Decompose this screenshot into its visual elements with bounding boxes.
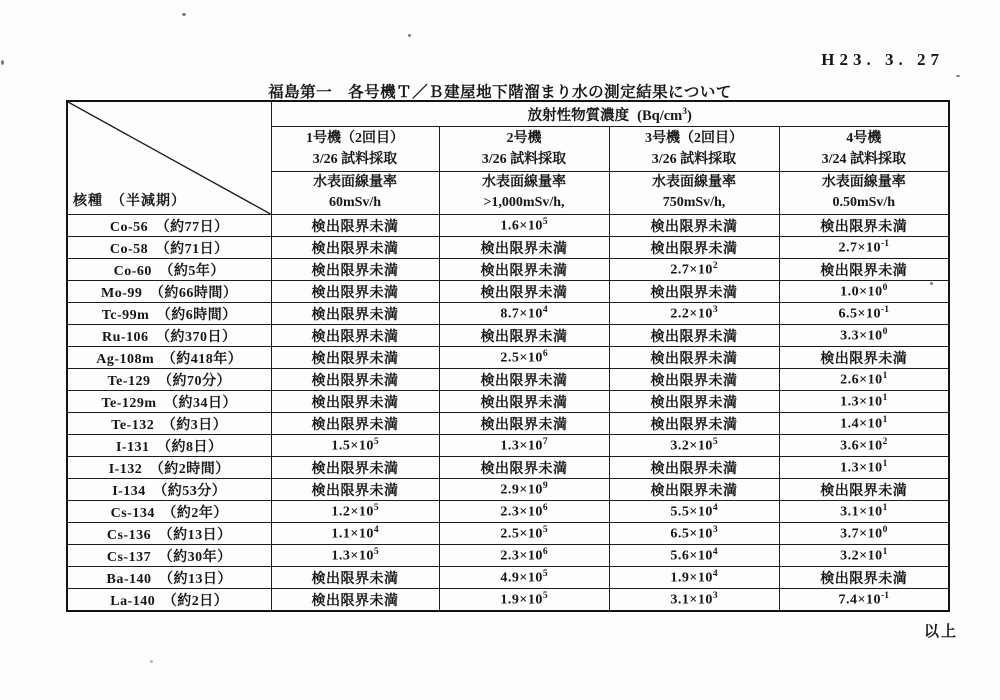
nuclide-cell: I-131 （約8日） (67, 435, 271, 457)
value-cell: $2.9\times 10^9$ (439, 479, 609, 501)
unit2-dose-rate (439, 172, 609, 215)
unit1-header (271, 127, 439, 172)
value-cell: 検出限界未満 (439, 259, 609, 281)
nuclide-cell: La-140 （約2日） (67, 589, 271, 612)
dose-label: 水表面線量率 (313, 175, 397, 190)
nuclide-cell: Cs-134 （約2年） (67, 501, 271, 523)
value-cell: $8.7\times 10^4$ (439, 303, 609, 325)
scan-noise-speck (1, 60, 4, 65)
table-row (67, 435, 949, 457)
scan-noise-speck (930, 282, 933, 285)
nuclide-cell: Co-56 （約77日） (67, 215, 271, 237)
value-cell: $1.2\times 10^5$ (271, 501, 439, 523)
corner-cell (67, 101, 271, 215)
value-cell: 検出限界未満 (271, 369, 439, 391)
value-cell: $7.4\times 10^{-1}$ (779, 589, 949, 612)
unit-name: 2号機 (506, 131, 542, 146)
sampling-date: 3/26 試料採取 (312, 152, 398, 167)
value-cell: 検出限界未満 (609, 237, 779, 259)
nuclide-cell: Te-129 （約70分） (67, 369, 271, 391)
closing-text: 以上 (923, 624, 958, 640)
document-date: H23. 3. 27 (821, 50, 944, 69)
value-cell: 検出限界未満 (439, 237, 609, 259)
value-cell: $1.3\times 10^7$ (439, 435, 609, 457)
value-cell: $2.5\times 10^5$ (439, 523, 609, 545)
dose-value: >1,000mSv/h, (483, 195, 565, 210)
dose-value: 750mSv/h, (662, 195, 726, 210)
value-cell: 検出限界未満 (779, 259, 949, 281)
value-cell: $1.9\times 10^5$ (439, 589, 609, 612)
value-cell: $3.7\times 10^0$ (779, 523, 949, 545)
value-cell: $3.3\times 10^0$ (779, 325, 949, 347)
value-cell: 検出限界未満 (271, 325, 439, 347)
value-cell: 検出限界未満 (271, 259, 439, 281)
value-cell: 検出限界未満 (609, 325, 779, 347)
value-cell: 検出限界未満 (439, 457, 609, 479)
value-cell: $6.5\times 10^3$ (609, 523, 779, 545)
value-cell: 検出限界未満 (609, 369, 779, 391)
value-cell: $6.5\times 10^{-1}$ (779, 303, 949, 325)
value-cell: $2.6\times 10^1$ (779, 369, 949, 391)
value-cell: 検出限界未満 (439, 281, 609, 303)
unit4-header (779, 127, 949, 172)
unit1-dose-rate (271, 172, 439, 215)
corner-label: 核種 （半減期） (73, 194, 186, 209)
nuclide-cell: Te-132 （約3日） (67, 413, 271, 435)
dose-label: 水表面線量率 (821, 175, 906, 190)
value-cell: 検出限界未満 (779, 347, 949, 369)
unit3-dose-rate (609, 172, 779, 215)
sampling-date: 3/26 試料採取 (651, 152, 737, 167)
table-row (67, 281, 949, 303)
value-cell: 検出限界未満 (271, 215, 439, 237)
value-cell: 検出限界未満 (271, 413, 439, 435)
value-cell: 検出限界未満 (779, 567, 949, 589)
table-row (67, 303, 949, 325)
concentration-title: 放射性物質濃度 (527, 107, 630, 124)
value-cell: 検出限界未満 (271, 237, 439, 259)
table-row (67, 391, 949, 413)
value-cell: $1.6\times 10^5$ (439, 215, 609, 237)
nuclide-cell: Cs-136 （約13日） (67, 523, 271, 545)
table-row (67, 237, 949, 259)
value-cell: $3.1\times 10^3$ (609, 589, 779, 612)
value-cell: $3.2\times 10^5$ (609, 435, 779, 457)
value-cell: $4.9\times 10^5$ (439, 567, 609, 589)
value-cell: 検出限界未満 (609, 479, 779, 501)
value-cell: $1.9\times 10^4$ (609, 567, 779, 589)
value-cell: $1.3\times 10^1$ (779, 457, 949, 479)
scan-noise-speck (408, 34, 411, 37)
table-row (67, 501, 949, 523)
value-cell: 検出限界未満 (439, 369, 609, 391)
dose-label: 水表面線量率 (482, 175, 566, 190)
concentration-header-row (67, 101, 949, 127)
value-cell: 検出限界未満 (271, 479, 439, 501)
value-cell: $2.5\times 10^6$ (439, 347, 609, 369)
sampling-date: 3/26 試料採取 (481, 152, 567, 167)
value-cell: 検出限界未満 (609, 347, 779, 369)
value-cell: 検出限界未満 (439, 391, 609, 413)
unit-name: 3号機（2回目） (645, 131, 743, 146)
table-row (67, 523, 949, 545)
value-cell: $3.1\times 10^1$ (779, 501, 949, 523)
value-cell: $1.1\times 10^4$ (271, 523, 439, 545)
value-cell: 検出限界未満 (271, 391, 439, 413)
unit3-header (609, 127, 779, 172)
value-cell: $5.6\times 10^4$ (609, 545, 779, 567)
nuclide-cell: Te-129m （約34日） (67, 391, 271, 413)
value-cell: $2.3\times 10^6$ (439, 501, 609, 523)
table-row (67, 457, 949, 479)
table-row (67, 413, 949, 435)
value-cell: $3.6\times 10^2$ (779, 435, 949, 457)
sampling-date: 3/24 試料採取 (821, 152, 906, 167)
table-row (67, 545, 949, 567)
nuclide-cell: Co-60 （約5年） (67, 259, 271, 281)
value-cell: $5.5\times 10^4$ (609, 501, 779, 523)
value-cell: $1.4\times 10^1$ (779, 413, 949, 435)
value-cell: 検出限界未満 (439, 325, 609, 347)
scan-noise-speck (956, 75, 960, 77)
value-cell: 検出限界未満 (609, 413, 779, 435)
nuclide-cell: Tc-99m （約6時間） (67, 303, 271, 325)
value-cell: 検出限界未満 (271, 303, 439, 325)
scan-noise-speck (150, 660, 153, 663)
value-cell: $2.3\times 10^6$ (439, 545, 609, 567)
value-cell: 検出限界未満 (271, 457, 439, 479)
value-cell: $1.3\times 10^5$ (271, 545, 439, 567)
dose-value: 0.50mSv/h (832, 195, 896, 210)
table-row (67, 479, 949, 501)
table-row (67, 215, 949, 237)
value-cell: 検出限界未満 (609, 215, 779, 237)
table-row (67, 347, 949, 369)
scan-noise-speck (182, 13, 186, 16)
table-body (67, 215, 949, 612)
table-row (67, 259, 949, 281)
value-cell: $3.2\times 10^1$ (779, 545, 949, 567)
value-cell: 検出限界未満 (439, 413, 609, 435)
value-cell: $1.3\times 10^1$ (779, 391, 949, 413)
concentration-unit: $(Bq/cm^3)$ (637, 106, 692, 124)
nuclide-cell: Ba-140 （約13日） (67, 567, 271, 589)
nuclide-cell: Cs-137 （約30年） (67, 545, 271, 567)
unit4-dose-rate (779, 172, 949, 215)
page-title: 福島第一 各号機Ｔ／Ｂ建屋地下階溜まり水の測定結果について (268, 84, 732, 101)
nuclide-cell: Ru-106 （約370日） (67, 325, 271, 347)
value-cell: $1.0\times 10^0$ (779, 281, 949, 303)
nuclide-cell: Ag-108m （約418年） (67, 347, 271, 369)
value-cell: 検出限界未満 (271, 281, 439, 303)
value-cell: $2.2\times 10^3$ (609, 303, 779, 325)
table-row (67, 567, 949, 589)
concentration-header (271, 101, 949, 127)
value-cell: 検出限界未満 (609, 281, 779, 303)
nuclide-cell: Co-58 （約71日） (67, 237, 271, 259)
unit2-header (439, 127, 609, 172)
value-cell: 検出限界未満 (779, 215, 949, 237)
table-row (67, 369, 949, 391)
value-cell: 検出限界未満 (609, 391, 779, 413)
value-cell: 検出限界未満 (271, 347, 439, 369)
value-cell: $2.7\times 10^2$ (609, 259, 779, 281)
value-cell: $2.7\times 10^{-1}$ (779, 237, 949, 259)
nuclide-cell: I-132 （約2時間） (67, 457, 271, 479)
value-cell: $1.5\times 10^5$ (271, 435, 439, 457)
value-cell: 検出限界未満 (271, 567, 439, 589)
unit-name: 1号機（2回目） (306, 131, 404, 146)
value-cell: 検出限界未満 (609, 457, 779, 479)
nuclide-cell: Mo-99 （約66時間） (67, 281, 271, 303)
unit-name: 4号機 (846, 131, 882, 146)
value-cell: 検出限界未満 (271, 589, 439, 612)
measurement-table (66, 100, 950, 612)
value-cell: 検出限界未満 (779, 479, 949, 501)
table-row (67, 589, 949, 612)
dose-label: 水表面線量率 (652, 175, 736, 190)
table-row (67, 325, 949, 347)
nuclide-cell: I-134 （約53分） (67, 479, 271, 501)
dose-value: 60mSv/h (328, 195, 382, 210)
